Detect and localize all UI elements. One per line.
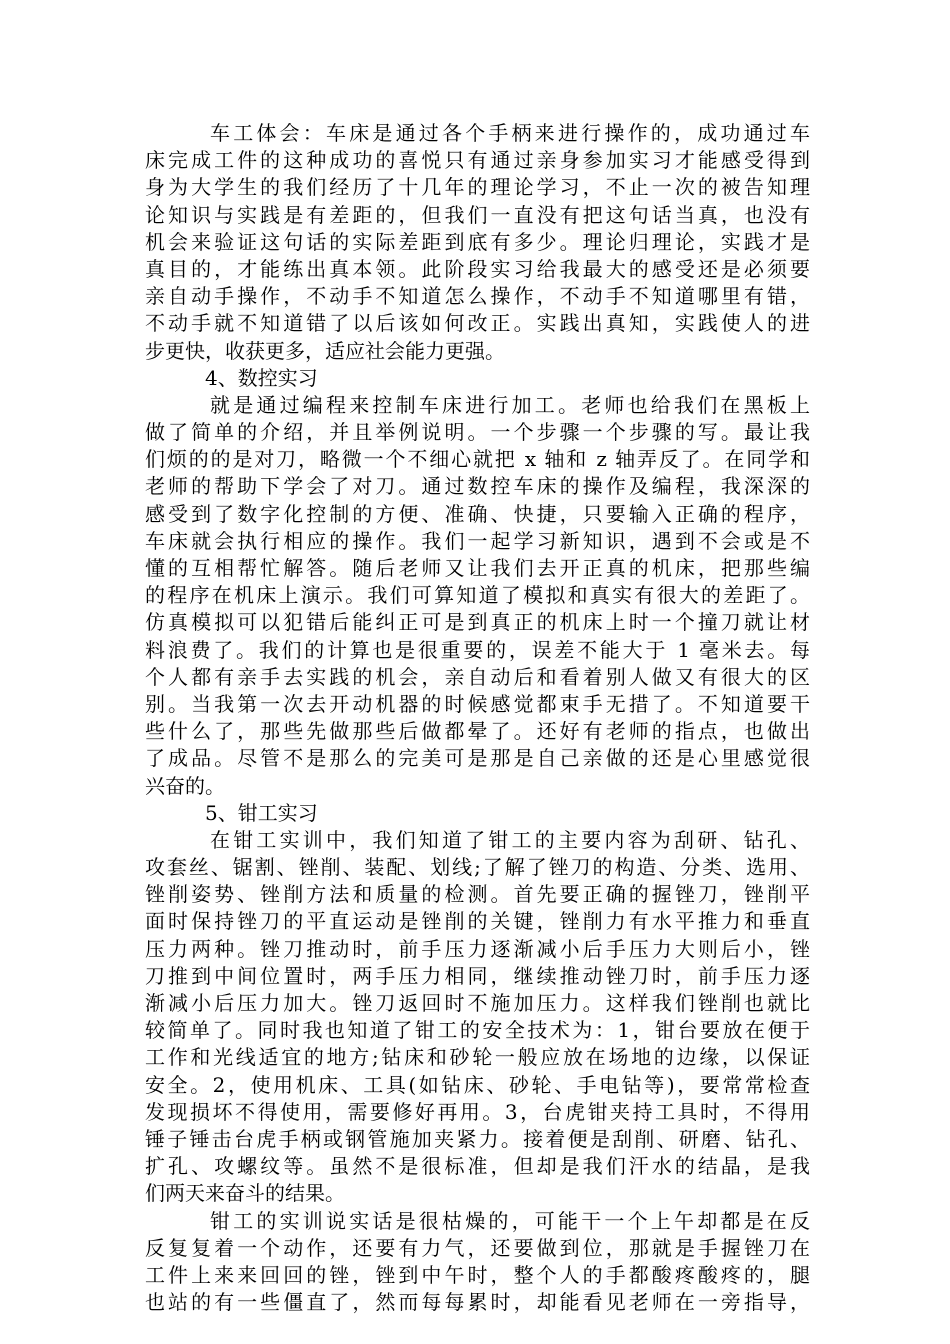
text-line: 个人都有亲手去实践的机会，亲自动后和看着别人做又有很大的区 bbox=[145, 664, 810, 689]
text-line: 车工体会：车床是通过各个手柄来进行操作的，成功通过车 bbox=[210, 121, 810, 145]
section-heading: 4、数控实习 bbox=[205, 365, 318, 390]
text-line: 扩孔、攻螺纹等。虽然不是很标准，但却是我们汗水的结晶，是我 bbox=[145, 1154, 810, 1179]
text-line: 反复复着一个动作，还要有力气，还要做到位，那就是手握锉刀在 bbox=[145, 1235, 810, 1260]
text-line: 做了简单的介绍，并且举例说明。一个步骤一个步骤的写。最让我 bbox=[145, 420, 810, 445]
text-line: 床完成工件的这种成功的喜悦只有通过亲身参加实习才能感受得到 bbox=[145, 148, 810, 173]
text-line: 钳工的实训说实话是很枯燥的，可能干一个上午却都是在反 bbox=[210, 1208, 810, 1233]
text-line: 工作和光线适宜的地方;钻床和砂轮一般应放在场地的边缘，以保证 bbox=[145, 1045, 810, 1070]
text-line: 在钳工实训中，我们知道了钳工的主要内容为刮研、钻孔、 bbox=[210, 827, 810, 852]
text-line: 论知识与实践是有差距的，但我们一直没有把这句话当真，也没有 bbox=[145, 202, 810, 227]
text-line: 亲自动手操作，不动手不知道怎么操作，不动手不知道哪里有错， bbox=[145, 284, 810, 309]
text-line: 真目的，才能练出真本领。此阶段实习给我最大的感受还是必须要 bbox=[145, 256, 810, 281]
text-line: 身为大学生的我们经历了十几年的理论学习，不止一次的被告知理 bbox=[145, 175, 810, 200]
text-line: 懂的互相帮忙解答。随后老师又让我们去开正真的机床，把那些编 bbox=[145, 556, 810, 580]
text-line: 就是通过编程来控制车床进行加工。老师也给我们在黑板上 bbox=[210, 392, 810, 417]
text-line: 兴奋的。 bbox=[145, 773, 225, 798]
text-line: 较简单了。同时我也知道了钳工的安全技术为：1，钳台要放在便于 bbox=[145, 1018, 810, 1043]
text-line: 渐减小后压力加大。锉刀返回时不施加压力。这样我们锉削也就比 bbox=[145, 991, 810, 1015]
text-line: 攻套丝、锯割、锉削、装配、划线;了解了锉刀的构造、分类、选用、 bbox=[145, 855, 810, 880]
text-line: 些什么了，那些先做那些后做都晕了。还好有老师的指点，也做出 bbox=[145, 719, 810, 744]
text-line: 面时保持锉刀的平直运动是锉削的关键，锉削力有水平推力和垂直 bbox=[145, 909, 810, 934]
document-body bbox=[145, 120, 810, 1316]
text-line: 安全。2，使用机床、工具(如钻床、砂轮、手电钻等)，要常常检查 bbox=[145, 1072, 810, 1097]
text-line: 工件上来来回回的锉，锉到中午时，整个人的手都酸疼酸疼的，腿 bbox=[145, 1262, 810, 1287]
text-line: 也站的有一些僵直了，然而每每累时，却能看见老师在一旁指导， bbox=[145, 1290, 810, 1315]
text-line: 锉削姿势、锉削方法和质量的检测。首先要正确的握锉刀，锉削平 bbox=[145, 882, 810, 907]
text-line: 了成品。尽管不是那么的完美可是那是自己亲做的还是心里感觉很 bbox=[145, 746, 810, 771]
text-line: 感受到了数字化控制的方便、准确、快捷，只要输入正确的程序， bbox=[145, 501, 810, 526]
text-line: 不动手就不知道错了以后该如何改正。实践出真知，实践使人的进 bbox=[145, 311, 810, 336]
text-line: 的程序在机床上演示。我们可算知道了模拟和真实有很大的差距了。 bbox=[145, 583, 810, 608]
text-line: 车床就会执行相应的操作。我们一起学习新知识，遇到不会或是不 bbox=[145, 528, 810, 553]
text-line: 们两天来奋斗的结果。 bbox=[145, 1181, 345, 1206]
text-line: 仿真模拟可以犯错后能纠正可是到真正的机床上时一个撞刀就让材 bbox=[145, 610, 810, 635]
text-line: 们烦的的是对刀，略微一个不细心就把 x 轴和 z 轴弄反了。在同学和 bbox=[145, 447, 810, 472]
text-line: 料浪费了。我们的计算也是很重要的，误差不能大于 1 毫米去。每 bbox=[145, 637, 810, 662]
section-heading: 5、钳工实习 bbox=[205, 800, 318, 825]
text-line: 刀推到中间位置时，两手压力相同，继续推动锉刀时，前手压力逐 bbox=[145, 963, 810, 988]
text-line: 老师的帮助下学会了对刀。通过数控车床的操作及编程，我深深的 bbox=[145, 474, 810, 499]
text-line: 别。当我第一次去开动机器的时候感觉都束手无措了。不知道要干 bbox=[145, 691, 810, 716]
text-line: 机会来验证这句话的实际差距到底有多少。理论归理论，实践才是 bbox=[145, 229, 810, 254]
text-line: 步更快，收获更多，适应社会能力更强。 bbox=[145, 338, 505, 363]
text-line: 发现损坏不得使用，需要修好再用。3，台虎钳夹持工具时，不得用 bbox=[145, 1099, 810, 1124]
text-line: 锤子锤击台虎手柄或钢管施加夹紧力。接着便是刮削、研磨、钻孔、 bbox=[145, 1126, 810, 1151]
text-line: 压力两种。锉刀推动时，前手压力逐渐减小后手压力大则后小，锉 bbox=[145, 936, 810, 961]
